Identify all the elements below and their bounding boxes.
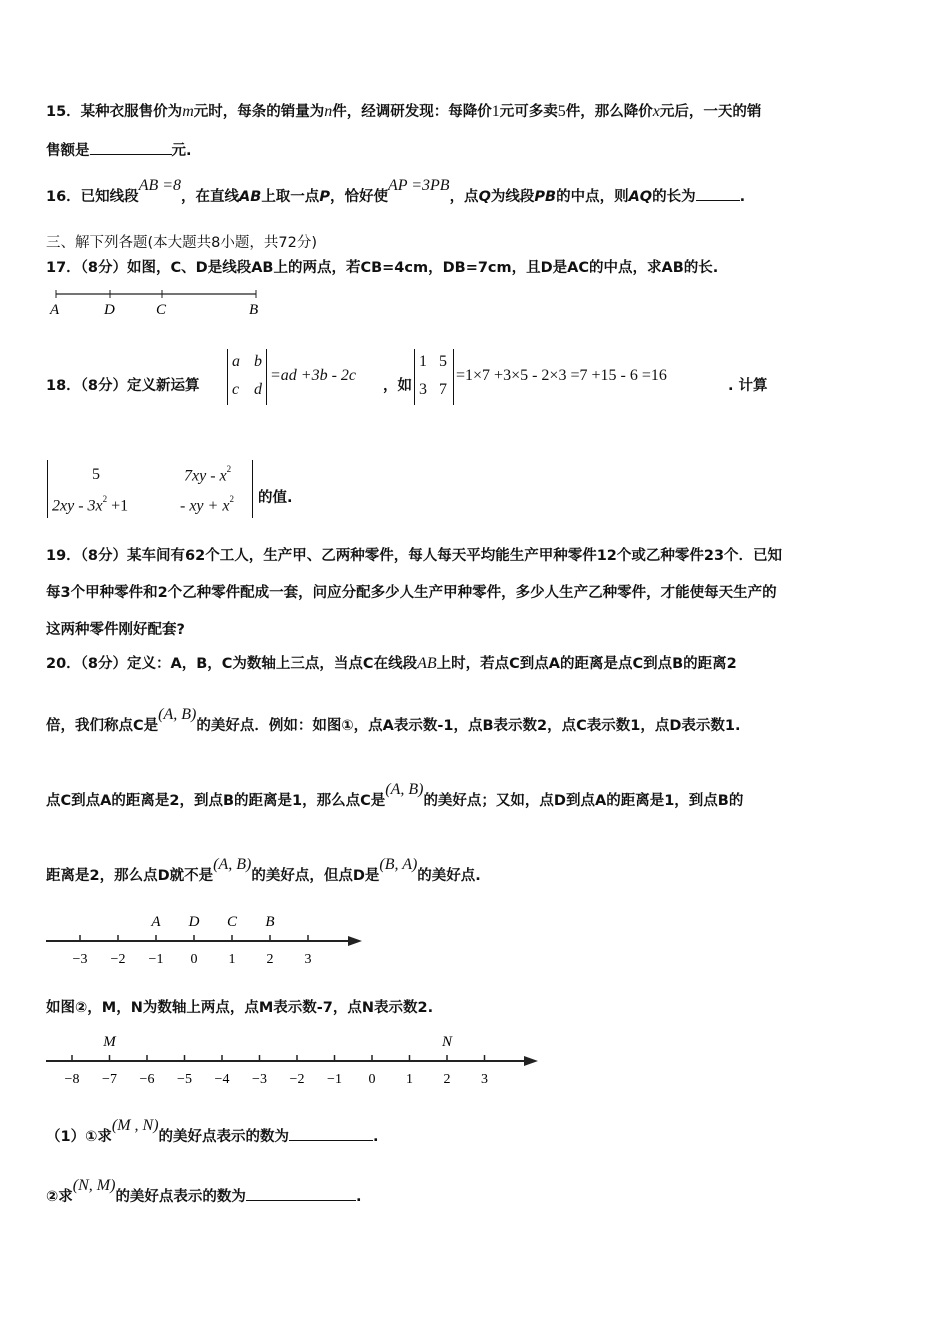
example-determinant: 1 5 3 7	[414, 349, 454, 405]
example-rhs: =1×7 +3×5 - 2×3 =7 +15 - 6 =16	[456, 367, 667, 384]
q15-line2: 售额是 元.	[46, 140, 192, 161]
label-a: A	[50, 302, 60, 318]
axis-tick-label: −6	[139, 1072, 155, 1087]
q20-line2: 倍，我们称点C是(A, B)的美好点．例如：如图①，点A表示数-1，点B表示数2，点C表示数1，点D表示数1.	[46, 706, 741, 734]
q20-line1: 20．（8分）定义：A，B，C为数轴上三点，当点C在线段AB上时，若点C到点A的距离是点C到点B的距离2	[46, 655, 737, 672]
axis-tick-label: 3	[304, 952, 312, 967]
q20-part2: ②求(N, M)的美好点表示的数为 .	[46, 1177, 362, 1205]
axis-tick-label: 3	[481, 1072, 488, 1087]
axis-tick-label: −4	[214, 1072, 230, 1087]
definition-rhs: =ad +3b - 2c	[270, 367, 357, 384]
axis-tick-label: −8	[64, 1072, 80, 1087]
axis-tick-label: 0	[368, 1072, 376, 1087]
answer-blank[interactable]	[90, 140, 172, 155]
axis-tick-label: 1	[228, 952, 236, 967]
figure1-number-line	[40, 905, 380, 970]
q18-prefix: 18．（8分）定义新运算	[46, 378, 200, 394]
axis-arrow	[348, 936, 362, 946]
q19-line2: 每3个甲种零件和2个乙种零件配成一套，问应分配多少人生产甲种零件，多少人生产乙种零件，才能使每天生产的	[46, 585, 777, 601]
axis-tick-labels	[73, 952, 312, 967]
q16-line: 16．已知线段AB =8，在直线AB上取一点P，恰好使AP =3PB，点Q为线段PB的中点，则AQ的长为 .	[46, 177, 746, 205]
q18-suffix: . 计算	[728, 378, 768, 394]
q17-text: 17．（8分）如图，C、D是线段AB上的两点，若CB=4cm，DB=7cm，且D是AC的中点，求AB的长.	[46, 260, 719, 276]
axis-tick-label: −3	[252, 1072, 267, 1087]
axis-tick-label: −5	[177, 1072, 192, 1087]
point-label: C	[226, 914, 238, 930]
q20-line3: 点C到点A的距离是2，到点B的距离是1，那么点C是(A, B)的美好点；又如，点D到点A的距离是1，到点B的	[46, 781, 744, 809]
axis-tick-label: 2	[266, 952, 274, 967]
label-d: D	[104, 302, 115, 318]
point-labels	[150, 914, 274, 930]
q17-segment-figure	[40, 282, 270, 322]
section-heading: 三、解下列各题(本大题共8小题，共72分)	[46, 235, 317, 251]
point-labels	[102, 1034, 453, 1050]
axis-tick-label: −7	[102, 1072, 117, 1087]
axis-tick-label: −1	[148, 952, 164, 967]
label-c: C	[156, 302, 167, 318]
axis-tick-label: 1	[406, 1072, 413, 1087]
point-label: D	[188, 914, 200, 930]
answer-blank[interactable]	[246, 1186, 356, 1201]
q20-line4: 距离是2，那么点D就不是(A, B)的美好点，但点D是(B, A)的美好点.	[46, 856, 481, 884]
answer-blank[interactable]	[289, 1126, 373, 1141]
q18-mid: ，如	[383, 378, 412, 394]
answer-blank[interactable]	[696, 186, 740, 201]
q19-line3: 这两种零件刚好配套?	[46, 622, 185, 638]
axis-tick-label: 2	[443, 1072, 451, 1087]
label-b: B	[249, 302, 259, 318]
axis-tick-label: −2	[289, 1072, 305, 1087]
axis-arrow	[524, 1056, 538, 1066]
axis-tick-labels	[65, 1072, 488, 1087]
axis-tick-label: −3	[72, 952, 88, 967]
axis-tick-label: −2	[110, 952, 126, 967]
figure2-caption: 如图②，M，N为数轴上两点，点M表示数-7，点N表示数2.	[46, 1000, 434, 1016]
axis-tick-label: 0	[190, 952, 198, 967]
q15-line1: 15．某种衣服售价为m元时，每条的销量为n件，经调研发现：每降价1元可多卖5件，那么降价x元后，一天的销	[46, 103, 762, 120]
point-label: N	[441, 1034, 453, 1050]
point-label: M	[103, 1034, 116, 1050]
point-label: A	[151, 914, 161, 930]
figure2-number-line	[40, 1025, 550, 1090]
calculation-determinant: 5 $7xy - x^2$ $2xy - 3x^2 +1$ - xy + $x^2$	[47, 460, 253, 518]
q19-line1: 19．（8分）某车间有62个工人，生产甲、乙两种零件，每人每天平均能生产甲种零件12个或乙种零件23个．已知	[46, 548, 783, 564]
q20-part1: （1）①求(M , N)的美好点表示的数为 .	[46, 1117, 379, 1145]
q18-tail: 的值.	[258, 490, 293, 506]
axis-tick-label: −1	[327, 1072, 342, 1087]
definition-determinant: a b c d	[227, 349, 267, 405]
point-label: B	[265, 914, 275, 930]
